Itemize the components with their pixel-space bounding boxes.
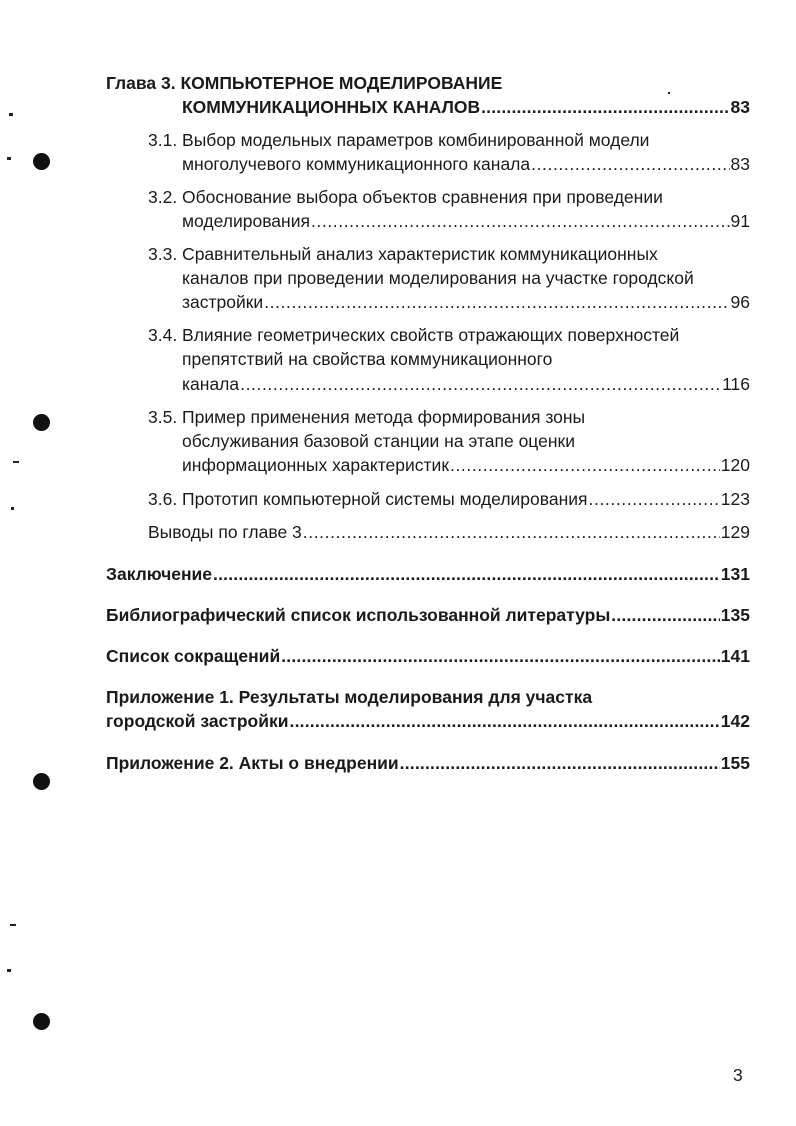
binder-hole — [33, 414, 50, 431]
toc-entry-3-2-line1: 3.2. Обоснование выбора объектов сравнения при проведении — [148, 187, 663, 207]
toc-entry-conclusion[interactable] — [106, 562, 750, 586]
toc-entry-3-4[interactable] — [182, 372, 750, 396]
dot-leader — [311, 209, 730, 233]
toc-entry-bibliography[interactable] — [106, 603, 750, 627]
toc-entry-appendix1-line1: Приложение 1. Результаты моделирования для участка — [106, 687, 593, 707]
toc-page-number: 83 — [730, 97, 750, 117]
scan-speck — [7, 157, 11, 160]
chapter3-title-line1: Глава 3. КОМПЬЮТЕРНОЕ МОДЕЛИРОВАНИЕ — [106, 73, 503, 93]
scan-speck — [11, 507, 14, 510]
dot-leader — [589, 487, 720, 511]
toc-entry-3-3[interactable] — [182, 290, 750, 314]
toc-page-number: 123 — [720, 489, 750, 509]
toc-entry-appendix2[interactable] — [106, 751, 750, 775]
toc-entry-text: информационных характеристик — [182, 455, 449, 475]
toc-page-number: 83 — [730, 154, 750, 174]
toc-entry-text: Список сокращений — [106, 646, 281, 666]
toc-entry-chapter3-conclusions[interactable] — [148, 520, 750, 544]
toc-page-number: 129 — [720, 522, 750, 542]
toc-page-number: 135 — [720, 605, 750, 625]
dot-leader — [213, 562, 720, 586]
toc-entry-3-1[interactable] — [182, 152, 750, 176]
toc-entry-text: моделирования — [182, 211, 310, 231]
scan-speck — [668, 92, 670, 94]
toc-entry-3-1-line1: 3.1. Выбор модельных параметров комбинированной модели — [148, 130, 650, 150]
dot-leader — [531, 152, 729, 176]
toc-entry-text: многолучевого коммуникационного канала — [182, 154, 531, 174]
binder-hole — [33, 773, 50, 790]
toc-entry-3-4-line2: препятствий на свойства коммуникационного — [182, 349, 553, 369]
scan-speck — [7, 969, 11, 972]
binder-hole — [33, 153, 50, 170]
scan-speck — [10, 924, 16, 926]
dot-leader — [450, 453, 720, 477]
dot-leader — [303, 520, 720, 544]
binder-hole — [33, 1013, 50, 1030]
toc-entry-text: канала — [182, 374, 240, 394]
dot-leader — [290, 709, 720, 733]
dot-leader — [281, 644, 720, 668]
toc-entry-text: городской застройки — [106, 711, 289, 731]
dot-leader — [400, 751, 720, 775]
toc-entry-text: Заключение — [106, 564, 213, 584]
toc-page-number: 142 — [720, 711, 750, 731]
toc-entry-chapter3[interactable] — [182, 95, 750, 119]
toc-page-number: 141 — [720, 646, 750, 666]
toc-entry-text: застройки — [182, 292, 264, 312]
toc-entry-3-5[interactable] — [182, 453, 750, 477]
dot-leader — [611, 603, 720, 627]
toc-entry-3-6[interactable] — [148, 487, 750, 511]
dot-leader — [240, 372, 721, 396]
dot-leader — [481, 95, 729, 119]
toc-page-number: 116 — [722, 374, 750, 394]
toc-entry-3-2[interactable] — [182, 209, 750, 233]
toc-page-number: 131 — [720, 564, 750, 584]
toc-entry-3-5-line2: обслуживания базовой станции на этапе оценки — [182, 431, 575, 451]
toc-entry-3-4-line1: 3.4. Влияние геометрических свойств отражающих поверхностей — [148, 325, 680, 345]
toc-entry-text: Выводы по главе 3 — [148, 522, 302, 542]
toc-page-number: 96 — [730, 292, 750, 312]
scan-speck — [13, 461, 19, 463]
toc-page-number: 91 — [730, 211, 750, 231]
toc-entry-3-5-line1: 3.5. Пример применения метода формирования зоны — [148, 407, 586, 427]
toc-entry-text: Приложение 2. Акты о внедрении — [106, 753, 399, 773]
toc-entry-appendix1[interactable] — [106, 709, 750, 733]
dot-leader — [264, 290, 729, 314]
toc-entry-text: Библиографический список использованной литературы — [106, 605, 611, 625]
toc-entry-text: КОММУНИКАЦИОННЫХ КАНАЛОВ — [182, 97, 481, 117]
toc-entry-abbreviations[interactable] — [106, 644, 750, 668]
toc-entry-3-3-line1: 3.3. Сравнительный анализ характеристик коммуникационных — [148, 244, 658, 264]
toc-page-number: 120 — [720, 455, 750, 475]
toc-entry-3-3-line2: каналов при проведении моделирования на участке городской — [182, 268, 694, 288]
toc-page-number: 155 — [720, 753, 750, 773]
scan-speck — [9, 113, 13, 116]
toc-entry-text: 3.6. Прототип компьютерной системы моделирования — [148, 489, 588, 509]
page-number: 3 — [733, 1065, 743, 1085]
